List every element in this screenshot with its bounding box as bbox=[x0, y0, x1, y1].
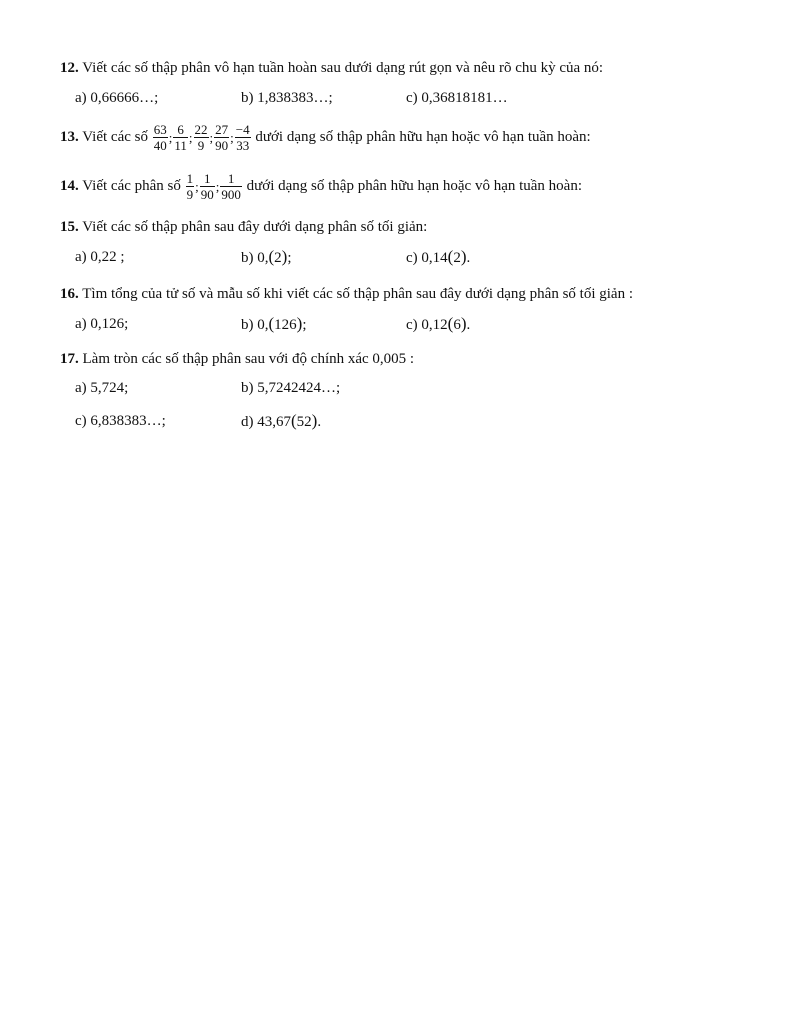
fraction bbox=[214, 123, 229, 153]
option-label: a) bbox=[75, 249, 87, 265]
option-value: 0,12(6). bbox=[421, 314, 471, 333]
denominator: 33 bbox=[236, 137, 250, 153]
fraction bbox=[220, 172, 242, 202]
question-13: 13. Viết các số $\frac{63}{40}$ ; $\frac{6}{11}$ ; $\frac{22}{9}$ ; $\frac{27}{90}$ ; $\frac{-4}{33}$ dưới dạng số thập phân hữu hạn hoặc vô hạn tuần hoàn: bbox=[60, 121, 591, 153]
question-text: Viết các số thập phân sau đây dưới dạng phân số tối giản: bbox=[82, 219, 428, 235]
question-text: Viết các số thập phân vô hạn tuần hoàn sau dưới dạng rút gọn và nêu rõ chu kỳ của nó: bbox=[82, 60, 604, 76]
decimal-suffix: ; bbox=[302, 317, 307, 333]
option-label: a) bbox=[75, 316, 87, 332]
repeating-period: 2 bbox=[453, 250, 461, 266]
q16-option-b bbox=[241, 315, 307, 334]
option-value: 43,67(52). bbox=[257, 411, 322, 430]
question-text-after: dưới dạng số thập phân hữu hạn hoặc vô hạn tuần hoàn: bbox=[246, 178, 583, 194]
fraction bbox=[173, 123, 188, 153]
decimal-suffix: . bbox=[317, 414, 322, 430]
numerator: 27 bbox=[215, 121, 229, 137]
denominator: 900 bbox=[221, 186, 241, 202]
option-value: 0,14(2). bbox=[421, 247, 471, 266]
decimal-prefix: 0, bbox=[257, 317, 269, 333]
question-text-after: dưới dạng số thập phân hữu hạn hoặc vô hạn tuần hoàn: bbox=[255, 129, 591, 145]
decimal-suffix: . bbox=[466, 250, 471, 266]
question-number: 16. bbox=[60, 286, 79, 302]
question-number: 13. bbox=[60, 129, 79, 145]
decimal-suffix: . bbox=[466, 317, 471, 333]
option-value: 0,126; bbox=[90, 316, 129, 332]
numerator: −4 bbox=[235, 121, 250, 137]
decimal-suffix: ; bbox=[287, 250, 292, 266]
fraction bbox=[153, 123, 168, 153]
q17-option-a bbox=[75, 379, 128, 397]
repeating-period: 52 bbox=[296, 414, 312, 430]
denominator: 90 bbox=[200, 186, 214, 202]
option-label: a) bbox=[75, 380, 87, 396]
decimal-prefix: 0, bbox=[257, 250, 269, 266]
numerator: 6 bbox=[173, 123, 188, 138]
denominator: 40 bbox=[153, 137, 167, 153]
decimal-prefix: 0,12 bbox=[421, 317, 448, 333]
option-value: 0,36818181… bbox=[421, 90, 508, 106]
fraction bbox=[186, 172, 195, 202]
question-text-before: Viết các phân số bbox=[82, 178, 181, 194]
decimal-prefix: 43,67 bbox=[257, 414, 291, 430]
denominator: 11 bbox=[174, 137, 187, 153]
q12-option-c bbox=[406, 89, 508, 107]
option-label: c) bbox=[75, 413, 87, 429]
q12-option-b bbox=[241, 89, 333, 107]
question-text: Làm tròn các số thập phân sau với độ chính xác 0,005 : bbox=[82, 351, 415, 367]
question-number: 14. bbox=[60, 178, 79, 194]
decimal-prefix: 0,14 bbox=[421, 250, 448, 266]
option-label: b) bbox=[241, 317, 254, 333]
repeating-period: 6 bbox=[453, 317, 461, 333]
question-number: 12. bbox=[60, 60, 79, 76]
option-value: 0,66666…; bbox=[90, 90, 159, 106]
option-value: 5,724; bbox=[90, 380, 129, 396]
repeating-period: 126 bbox=[274, 317, 297, 333]
denominator: 9 bbox=[197, 137, 205, 153]
question-12 bbox=[60, 59, 603, 77]
option-label: b) bbox=[241, 380, 254, 396]
option-label: a) bbox=[75, 90, 87, 106]
numerator: 22 bbox=[194, 121, 208, 137]
question-17 bbox=[60, 350, 414, 368]
q15-option-a bbox=[75, 248, 125, 266]
fraction bbox=[235, 123, 251, 153]
q17-option-b bbox=[241, 379, 340, 397]
q17-option-c bbox=[75, 412, 166, 430]
repeating-period: 2 bbox=[274, 250, 282, 266]
option-value: 5,7242424…; bbox=[257, 380, 341, 396]
option-label: b) bbox=[241, 90, 254, 106]
option-value: 0,22 ; bbox=[90, 249, 125, 265]
q15-option-b bbox=[241, 248, 292, 267]
fraction bbox=[194, 123, 209, 153]
option-value: 1,838383…; bbox=[257, 90, 333, 106]
option-value: 0,(2); bbox=[257, 247, 292, 266]
question-number: 17. bbox=[60, 351, 79, 367]
q12-option-a bbox=[75, 89, 158, 107]
q16-option-c bbox=[406, 315, 470, 334]
question-16 bbox=[60, 285, 633, 303]
numerator: 1 bbox=[220, 172, 242, 187]
question-text-before: Viết các số bbox=[82, 129, 148, 145]
denominator: 90 bbox=[215, 137, 229, 153]
denominator: 9 bbox=[186, 186, 194, 202]
numerator: 1 bbox=[186, 170, 194, 186]
option-label: c) bbox=[406, 317, 418, 333]
option-label: c) bbox=[406, 250, 418, 266]
fraction bbox=[200, 172, 215, 202]
option-value: 6,838383…; bbox=[90, 413, 166, 429]
numerator: 63 bbox=[153, 121, 167, 137]
question-text: Tìm tổng của tử số và mẫu số khi viết các số thập phân sau đây dưới dạng phân số tối giản : bbox=[82, 286, 633, 302]
question-number: 15. bbox=[60, 219, 79, 235]
q15-option-c bbox=[406, 248, 470, 267]
numerator: 1 bbox=[200, 172, 215, 187]
option-value: 0,(126); bbox=[257, 314, 307, 333]
option-label: c) bbox=[406, 90, 418, 106]
question-14: 14. Viết các phân số $\frac{1}{9}$ ; $\frac{1}{90}$ ; $\frac{1}{900}$ dưới dạng số thập phân hữu hạn hoặc vô hạn tuần hoàn: bbox=[60, 170, 583, 202]
option-label: b) bbox=[241, 250, 254, 266]
q17-option-d bbox=[241, 412, 321, 431]
question-15 bbox=[60, 218, 427, 236]
q16-option-a bbox=[75, 315, 128, 333]
option-label: d) bbox=[241, 414, 254, 430]
